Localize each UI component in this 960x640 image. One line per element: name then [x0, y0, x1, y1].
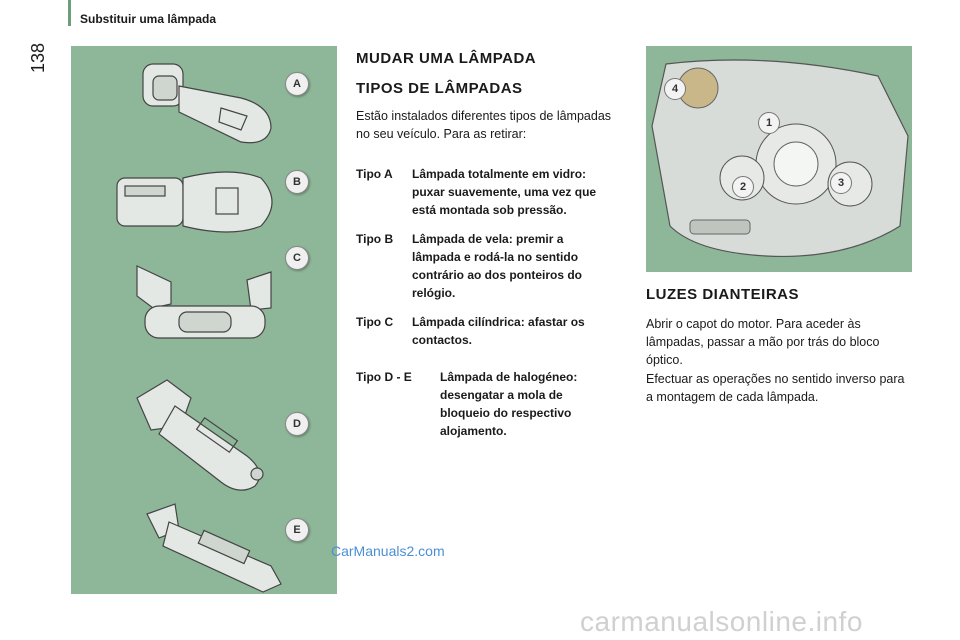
headlamp-label-2: 2: [732, 176, 754, 198]
front-lights-title: LUZES DIANTEIRAS: [646, 286, 800, 303]
bulb-e-drawing: [147, 504, 281, 592]
bulb-d-drawing: [137, 380, 263, 490]
bulb-type-label: Tipo B: [356, 232, 394, 246]
headlamp-label-3: 3: [830, 172, 852, 194]
section-subtitle: TIPOS DE LÂMPADAS: [356, 80, 523, 97]
bulb-type-description: Lâmpada de vela: premir a lâmpada e rodá-la no sentido contrário ao dos ponteiros do relógio.: [412, 232, 583, 300]
bulb-label-b: B: [285, 170, 309, 194]
front-lights-paragraph-2: Efectuar as operações no sentido inverso para a montagem de cada lâmpada.: [646, 372, 905, 404]
section-header: Substituir uma lâmpada: [80, 12, 217, 26]
bulb-label-c: C: [285, 246, 309, 270]
bulb-type-label: Tipo D - E: [356, 370, 412, 384]
bulb-label-a: A: [285, 72, 309, 96]
page-number: 138: [28, 42, 48, 74]
bulb-label-d: D: [285, 412, 309, 436]
headlamp-label-1: 1: [758, 112, 780, 134]
bulb-type-description: Lâmpada de halogéneo: desengatar a mola de bloqueio do respectivo alojamento.: [440, 370, 578, 438]
bulb-type-label: Tipo C: [356, 315, 394, 329]
bulb-a-drawing: [143, 64, 271, 143]
watermark-footer: carmanualsonline.info: [580, 606, 863, 637]
headlamp-drawing: [646, 46, 912, 272]
intro-paragraph: Estão instalados diferentes tipos de lâmpadas no seu veículo. Para as retirar:: [356, 109, 612, 141]
header-accent-bar: [68, 0, 71, 26]
bulb-b-drawing: [117, 172, 272, 232]
bulb-label-e: E: [285, 518, 309, 542]
headlamp-illustration: [646, 46, 912, 272]
bulb-drawings: [71, 46, 337, 594]
headlamp-label-4: 4: [664, 78, 686, 100]
bulb-c-drawing: [137, 266, 271, 338]
watermark-link: CarManuals2.com: [331, 543, 445, 559]
bulb-type-description: Lâmpada totalmente em vidro: puxar suavemente, uma vez que está montada sob pressão.: [412, 167, 597, 217]
bulb-type-description: Lâmpada cilíndrica: afastar os contactos.: [412, 315, 585, 347]
bulb-types-illustration: [71, 46, 337, 594]
bulb-type-label: Tipo A: [356, 167, 393, 181]
front-lights-paragraph-1: Abrir o capot do motor. Para aceder às lâmpadas, passar a mão por trás do bloco óptico.: [646, 317, 880, 367]
section-title: MUDAR UMA LÂMPADA: [356, 50, 537, 67]
